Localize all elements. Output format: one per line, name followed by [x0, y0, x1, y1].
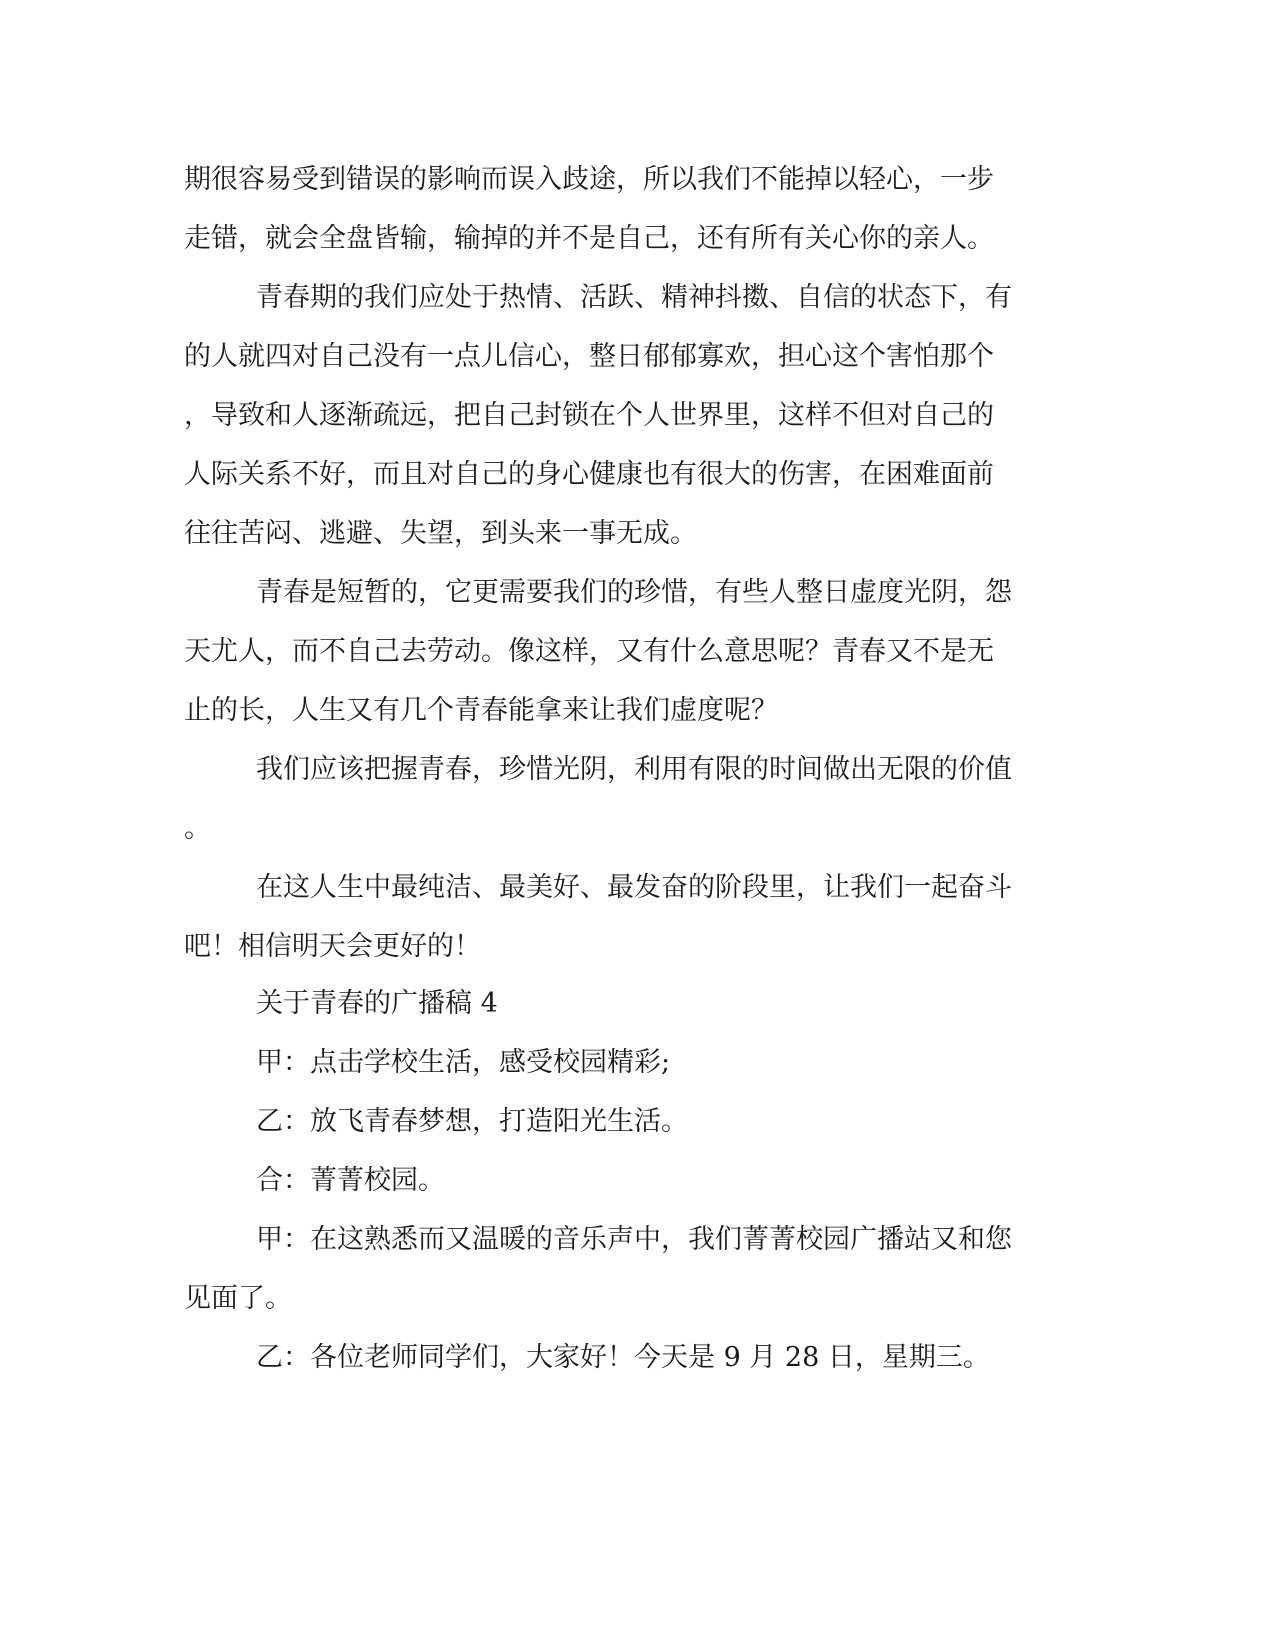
text-line: 在这人生中最纯洁、最美好、最发奋的阶段里，让我们一起奋斗 — [256, 872, 1012, 903]
text-line: 合：菁菁校园。 — [256, 1165, 445, 1196]
text-line: 乙：放飞青春梦想，打造阳光生活。 — [256, 1106, 688, 1137]
text-line: 见面了。 — [184, 1283, 292, 1314]
text-line: 天尤人，而不自己去劳动。像这样，又有什么意思呢？青春又不是无 — [184, 636, 994, 667]
text-line: 甲：在这熟悉而又温暖的音乐声中，我们菁菁校园广播站又和您 — [256, 1224, 1012, 1255]
text-line: 乙：各位老师同学们，大家好！今天是 9 月 28 日，星期三。 — [256, 1342, 990, 1373]
section-heading: 关于青春的广播稿 4 — [256, 988, 498, 1019]
text-line: 往往苦闷、逃避、失望，到头来一事无成。 — [184, 518, 697, 549]
text-line: 的人就四对自己没有一点儿信心，整日郁郁寡欢，担心这个害怕那个 — [184, 341, 994, 372]
text-line: 期很容易受到错误的影响而误入歧途，所以我们不能掉以轻心，一步 — [184, 164, 994, 195]
text-line: 人际关系不好，而且对自己的身心健康也有很大的伤害，在困难面前 — [184, 459, 994, 490]
text-line: ，导致和人逐渐疏远，把自己封锁在个人世界里，这样不但对自己的 — [184, 400, 994, 431]
text-line: 我们应该把握青春，珍惜光阴，利用有限的时间做出无限的价值 — [256, 754, 1012, 785]
text-line: 青春是短暂的，它更需要我们的珍惜，有些人整日虚度光阴，怨 — [256, 577, 1012, 608]
text-line: 。 — [184, 813, 211, 844]
text-line: 止的长，人生又有几个青春能拿来让我们虚度呢？ — [184, 695, 778, 726]
text-line: 青春期的我们应处于热情、活跃、精神抖擞、自信的状态下，有 — [256, 282, 1012, 313]
text-line: 走错，就会全盘皆输，输掉的并不是自己，还有所有关心你的亲人。 — [184, 223, 994, 254]
text-line: 吧！相信明天会更好的！ — [184, 931, 481, 962]
text-line: 甲：点击学校生活，感受校园精彩; — [256, 1047, 671, 1078]
